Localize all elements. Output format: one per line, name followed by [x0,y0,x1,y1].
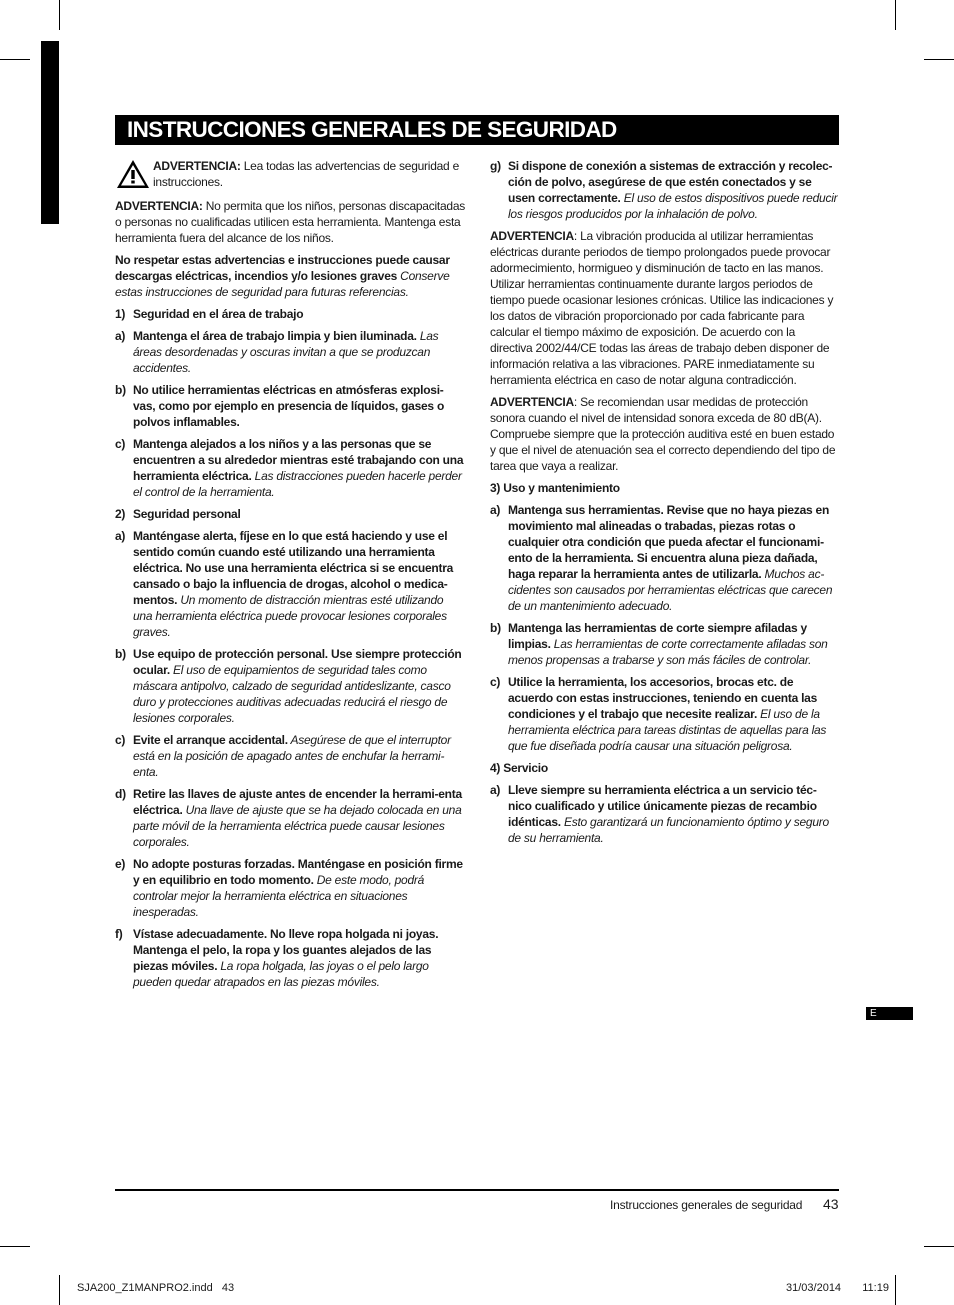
section-heading-3: 3) Uso y mantenimiento [490,481,620,495]
list-item: c) Utilice la herramienta, los accesorios, brocas etc. de acuerdo con estas instrucciones, teniendo en cuenta las condiciones y el trabajo que necesite realizar. El uso de la herramienta eléctrica para tareas distintas de aquellas para las que fue diseñada podría causar una situación peligrosa. [490,675,827,753]
list-item: b) No utilice herramientas eléctricas en atmósferas explosi-vas, como por ejemplo en presencia de líquidos, gases o polvos inflamables. [115,383,445,429]
list-item: b) Use equipo de protección personal. Use siempre protección ocular. El uso de equipamientos de seguridad tales como máscara antipolvo, calzado de seguridad antideslizante, casco duro y protecciones auditivas adecuadas reducirá el riesgo de lesiones corporales. [115,647,462,725]
warning-text: Lea todas las advertencias de seguridad e instrucciones. [153,159,459,189]
crop-mark [0,59,30,60]
list-item: a) Lleve siempre su herramienta eléctrica a un servicio téc-nico cualificado y utilice únicamente piezas de recambio idénticas. Esto garantizará un funcionamiento óptimo y seguro de su herramienta. [490,783,829,845]
list-item: e) No adopte posturas forzadas. Manténgase en posición firme y en equilibrio en todo momento. De este modo, podrá controlar mejor la herramienta eléctrica en situaciones inesperadas. [115,857,463,919]
list-item: d) Retire las llaves de ajuste antes de encender la herrami-enta eléctrica. Una llave de ajuste que se ha dejado colocada en una parte móvil de la herramienta eléctrica puede causar lesiones corporales. [115,787,462,849]
section-heading-4: 4) Servicio [490,761,548,775]
warning-label: ADVERTENCIA: [153,159,241,173]
page-number: 43 [823,1196,839,1212]
crop-mark [59,0,60,30]
crop-mark [924,59,954,60]
footer-rule [115,1189,839,1191]
crop-mark [895,0,896,30]
warning-children-paragraph: ADVERTENCIA: No permita que los niños, personas discapacitadas o personas no cualificadas utilicen esta herramienta. Mantenga esta herramienta fuera del alcance de los niños. [115,199,465,245]
crop-mark [924,1246,954,1247]
left-column [115,158,465,996]
list-item: f) Vístase adecuadamente. No lleve ropa holgada ni joyas. Mantenga el pelo, la ropa y los guantes alejados de las piezas móviles. La ropa holgada, las joyas o el pelo largo pueden quedar atrapados en las piezas móviles. [115,927,439,989]
crop-mark [0,1246,30,1247]
list-item: b) Mantenga las herramientas de corte siempre afiladas y limpias. Las herramientas de corte correctamente afiladas son menos propensas a trabarse y son más fáciles de controlar. [490,621,828,667]
crop-mark [895,1275,896,1305]
language-side-tab [41,41,59,224]
list-item: g) Si dispone de conexión a sistemas de extracción y recolec-ción de polvo, asegúrese de que estén conectados y se usen correctamente. El uso de estos dispositivos puede reducir los riesgos producidos por la inhalación de polvo. [490,159,838,221]
noise-warning: ADVERTENCIA: Se recomiendan usar medidas de protección sonora cuando el nivel de intensidad sonora exceda de 80 dB(A). Compruebe siempre que la protección auditiva esté en buen estado y que el nivel de atenuación sea el correcto dependiendo del tipo de tarea que vaya a realizar. [490,395,836,473]
notice-paragraph: No respetar estas advertencias e instrucciones puede causar descargas eléctricas, incendios y/o lesiones graves Conserve estas instrucciones de seguridad para futuras referencias. [115,253,450,299]
list-item: a) Mantenga el área de trabajo limpia y bien iluminada. Las áreas desordenadas y oscuras invitan a que se produzcan accidentes. [115,329,439,375]
slug-filename: SJA200_Z1MANPRO2.indd 43 [77,1282,235,1294]
section-heading-1: 1) Seguridad en el área de trabajo [115,307,304,321]
page-title: INSTRUCCIONES GENERALES DE SEGURIDAD [115,115,839,145]
warning-block [115,158,465,192]
list-item: c) Mantenga alejados a los niños y a las personas que se encuentren a su alrededor mientras esté trabajando con una herramienta eléctrica. Las distracciones pueden hacerle perder el control de la herramienta. [115,437,464,499]
warning-triangle-icon [115,158,151,190]
slug-date: 31/03/2014 11:19 [786,1282,889,1294]
right-column [490,158,840,852]
section-heading-2: 2) Seguridad personal [115,507,241,521]
crop-mark [59,1275,60,1305]
list-item: a) Mantenga sus herramientas. Revise que no haya piezas en movimiento mal alineadas o trabadas, piezas rotas o cualquier otra condición que pueda afectar el funcionami-ento de la herramienta. Si encuentra aluna pieza dañada, haga reparar la herramienta antes de utilizarla. Muchos ac-cidentes son causados por herramientas eléctricas que carecen de un mantenimiento adecuado. [490,503,833,613]
language-tab: E [866,1007,913,1020]
list-item: c) Evite el arranque accidental. Asegúrese de que el interruptor está en la posición de apagado antes de enchufar la herrami-enta. [115,733,451,779]
list-item: a) Manténgase alerta, fíjese en lo que está haciendo y use el sentido común cuando esté utilizando una herramienta eléctrica. No use una herramienta eléctrica si se encuentra cansado o bajo la influencia de drogas, alcohol o medica-mentos. Un momento de distracción mientras esté utilizando una herramienta eléctrica puede provocar lesiones corporales graves. [115,529,454,639]
footer-title: Instrucciones generales de seguridad [610,1198,803,1212]
vibration-warning: ADVERTENCIA: La vibración producida al utilizar herramientas eléctricas durante periodos de tiempo prolongados puede provocar adormecimiento, hormigueo y disminución de tacto en las manos. Utilizar herramientas continuamente durante largos periodos de tiempo puede ocasionar lesiones crónicas. Utilice las indicaciones y los datos de vibración proporcionado por cada fabricante para calcular el tiempo máximo de exposición. De acuerdo con la directiva 2002/44/CE todas las áreas de trabajo deben disponer de información relativa a las vibraciones. PARE inmediatamente su herramienta eléctrica en caso de notar alguna contradicción. [490,229,834,387]
